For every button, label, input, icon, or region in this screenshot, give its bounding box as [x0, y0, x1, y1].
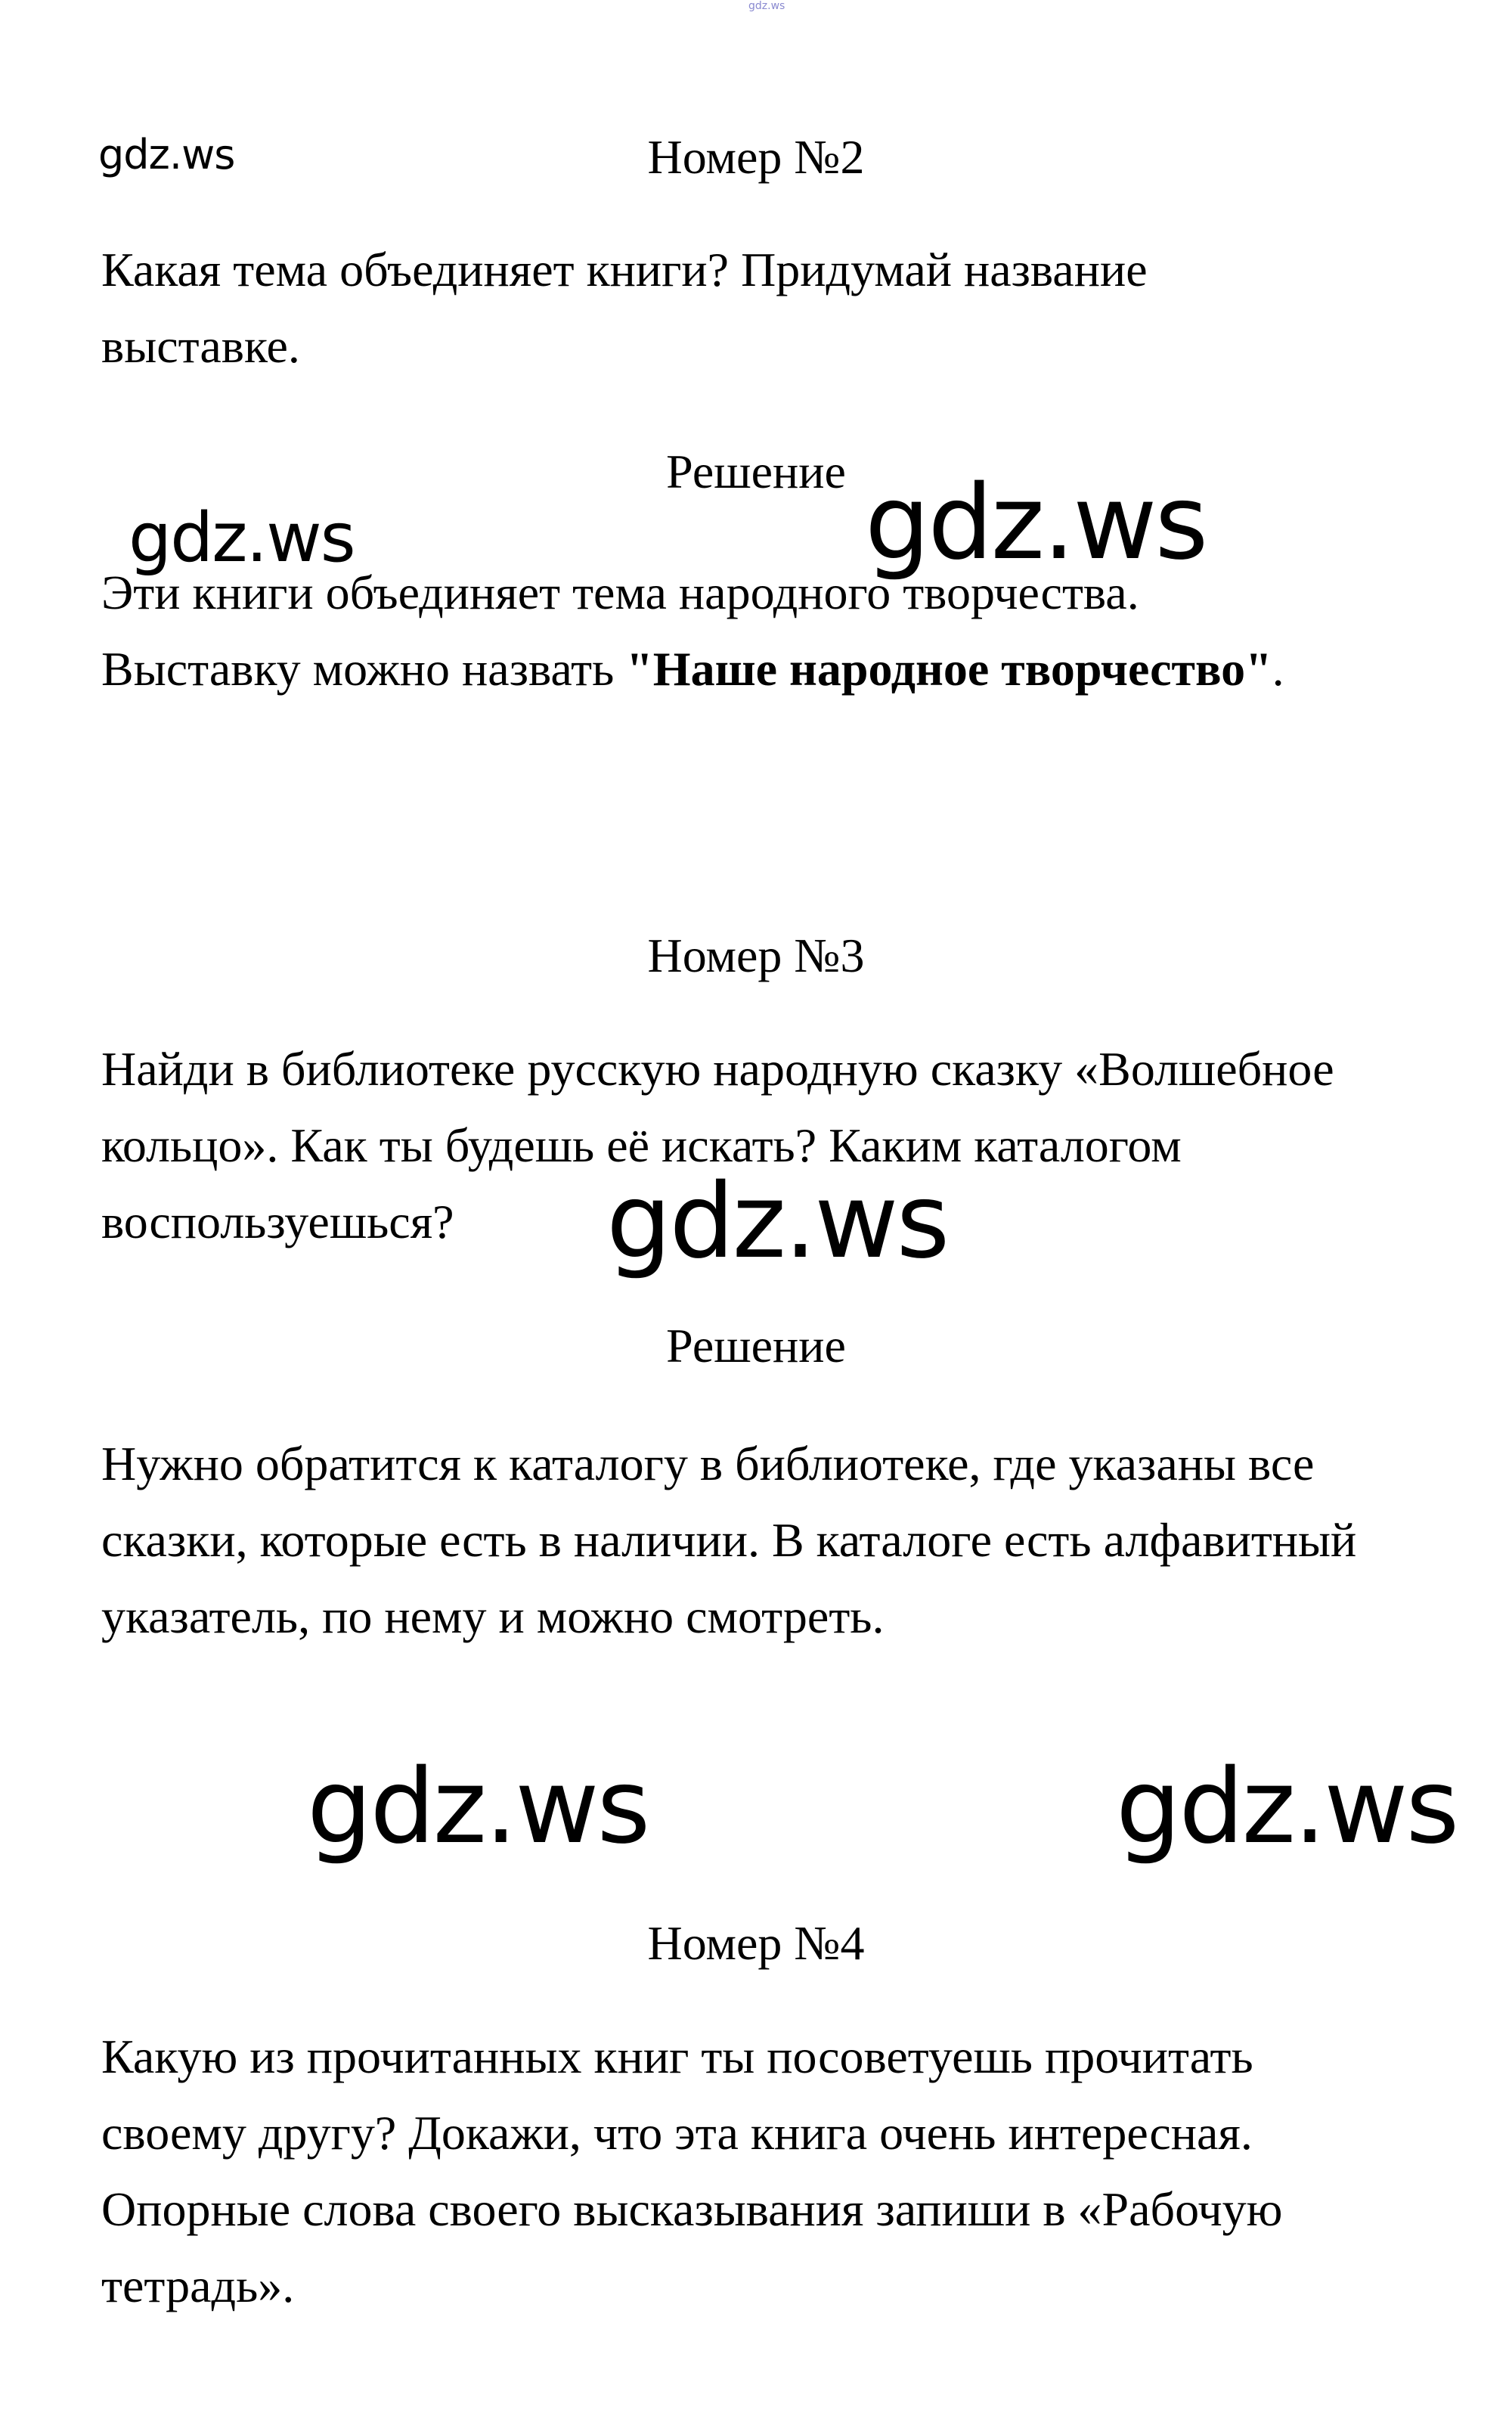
question-2-line-1: Какая тема объединяет книги? Придумай название — [101, 243, 1148, 296]
question-4-line-4: тетрадь». — [101, 2259, 295, 2312]
question-2 — [101, 231, 1485, 384]
answer-2-suffix: . — [1272, 642, 1284, 696]
exhibition-title: "Наше народное творчество" — [626, 642, 1272, 696]
watermark: gdz.ws — [865, 464, 1207, 583]
top-site-mark: gdz.ws — [748, 0, 785, 12]
answer-3-line-2: сказки, которые есть в наличии. В каталоге есть алфавитный — [101, 1513, 1357, 1567]
answer-3-line-1: Нужно обратится к каталогу в библиотеке, где указаны все — [101, 1437, 1315, 1490]
answer-2-line-1: Эти книги объединяет тема народного творчества. — [101, 566, 1139, 619]
answer-2-line-2 — [101, 631, 1485, 707]
solution-label-3: Решение — [666, 1319, 846, 1372]
watermark: gdz.ws — [1116, 1748, 1458, 1867]
question-2-line-2: выставке. — [101, 319, 300, 373]
watermark: gdz.ws — [307, 1748, 649, 1867]
question-3-line-3: воспользуешься? — [101, 1195, 454, 1248]
solution-label-2: Решение — [666, 445, 846, 498]
section-title-4: Номер №4 — [647, 1916, 865, 1970]
question-4 — [101, 2018, 1485, 2324]
watermark: gdz.ws — [606, 1162, 948, 1282]
question-4-line-1: Какую из прочитанных книг ты посоветуешь прочитать — [101, 2030, 1253, 2083]
watermark: gdz.ws — [129, 498, 355, 578]
question-3-line-2: кольцо». Как ты будешь её искать? Каким каталогом — [101, 1118, 1182, 1172]
answer-2 — [101, 554, 1485, 707]
answer-3 — [101, 1425, 1485, 1655]
corner-logo: gdz.ws — [98, 131, 235, 178]
question-4-line-3: Опорные слова своего высказывания запиши в «Рабочую — [101, 2182, 1283, 2236]
section-title-2: Номер №2 — [647, 130, 865, 184]
answer-3-line-3: указатель, по нему и можно смотреть. — [101, 1589, 885, 1643]
question-4-line-2: своему другу? Докажи, что эта книга очень интересная. — [101, 2106, 1253, 2160]
section-title-3: Номер №3 — [647, 929, 865, 982]
answer-2-prefix: Выставку можно назвать — [101, 642, 627, 696]
question-3-line-1: Найди в библиотеке русскую народную сказку «Волшебное — [101, 1042, 1334, 1096]
